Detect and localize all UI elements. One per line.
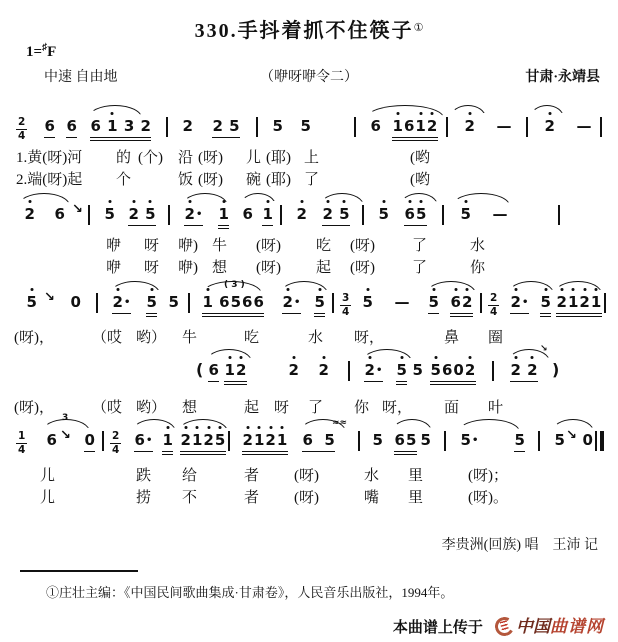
lyric-segment: 起 bbox=[244, 400, 260, 416]
glissando-icon: ↘ bbox=[44, 290, 55, 305]
slur-arc bbox=[206, 349, 252, 362]
note-group: 5 bbox=[272, 117, 283, 135]
note-group: 1 bbox=[218, 206, 229, 226]
site-name-cn: 中国 bbox=[516, 617, 550, 636]
time-signature: 2 4 bbox=[490, 292, 498, 318]
barline bbox=[558, 205, 560, 225]
site-name-rest: 曲谱网 bbox=[550, 617, 604, 636]
lyric-segment: 个 bbox=[116, 172, 132, 188]
lyric-segment: 2.端(呀)起 bbox=[16, 172, 83, 188]
note-group: 5 bbox=[168, 293, 179, 311]
barline bbox=[354, 117, 356, 137]
note-group: 2• bbox=[510, 294, 529, 314]
barline bbox=[600, 117, 602, 137]
slur-arc bbox=[554, 281, 602, 294]
note-group: 0 bbox=[84, 432, 95, 452]
barline bbox=[538, 431, 540, 451]
lyric-segment: (呀)。 bbox=[468, 490, 508, 506]
barline bbox=[348, 361, 350, 381]
song-title: 330.手抖着抓不住筷子 bbox=[194, 20, 414, 42]
lyric-segment: (耶) bbox=[266, 172, 291, 188]
parenthesis: ) bbox=[552, 360, 560, 379]
lyric-segment: 1.黄(呀)河 bbox=[16, 150, 83, 166]
note-group: 5 bbox=[514, 432, 525, 452]
lyric-segment: 儿 bbox=[40, 490, 56, 506]
barline bbox=[526, 117, 528, 137]
barline bbox=[446, 117, 448, 137]
note-group: 1612 bbox=[392, 118, 438, 138]
note-group: 2 2 bbox=[510, 362, 538, 382]
slur-arc bbox=[178, 419, 228, 432]
lyric-segment: 了 bbox=[308, 400, 324, 416]
lyric-segment: 你 bbox=[470, 260, 486, 276]
lyric-segment: 水 bbox=[364, 468, 380, 484]
lyric-segment: (呀) bbox=[198, 172, 223, 188]
note-group: 6 bbox=[44, 118, 55, 138]
note-group: 0 bbox=[582, 431, 593, 449]
note-group: 2 bbox=[464, 117, 475, 135]
footer bbox=[393, 612, 604, 637]
lyric-segment: 面 bbox=[444, 400, 460, 416]
lyric-segment: 咿 bbox=[106, 238, 122, 254]
barline bbox=[280, 205, 282, 225]
note-group: 5 bbox=[362, 293, 373, 311]
ornament-mark: ( 3 ) bbox=[224, 280, 245, 290]
note-group: 2• bbox=[112, 294, 131, 314]
lyric-segment: 咿 bbox=[106, 260, 122, 276]
lyric-segment: 者 bbox=[244, 490, 260, 506]
barline bbox=[228, 431, 230, 451]
note-group: 2121 bbox=[242, 432, 288, 452]
lyric-segment: 儿 bbox=[246, 150, 262, 166]
note-group: 2 5 bbox=[212, 118, 240, 138]
sharp-icon: ♯ bbox=[42, 42, 48, 53]
lyric-segment: 沿 bbox=[178, 150, 194, 166]
lyric-segment: 想 bbox=[182, 400, 198, 416]
time-signature: 1 4 bbox=[18, 430, 26, 456]
lyric-segment: (个) bbox=[138, 150, 163, 166]
note-group: 6 bbox=[208, 362, 219, 382]
note-group: 5 bbox=[396, 362, 407, 382]
barline bbox=[604, 293, 606, 313]
slur-arc bbox=[280, 281, 328, 294]
lyric-segment: 碗 bbox=[246, 172, 262, 188]
barline bbox=[256, 117, 258, 137]
slur-arc bbox=[450, 105, 486, 118]
note-group: 5602 bbox=[430, 362, 476, 382]
note-group: 6 bbox=[54, 205, 65, 223]
note-group: 5 bbox=[314, 294, 325, 314]
lyric-segment: 想 bbox=[212, 260, 228, 276]
barline bbox=[480, 293, 482, 313]
note-group: 5• bbox=[460, 431, 479, 449]
lyric-segment: 牛 bbox=[182, 330, 198, 346]
slur-arc bbox=[392, 419, 432, 432]
lyric-segment: 吃 bbox=[316, 238, 332, 254]
note-group: 1 6566 bbox=[202, 294, 264, 314]
note-group: 6 bbox=[46, 431, 57, 449]
glissando-icon: ↘ bbox=[566, 428, 577, 443]
barline bbox=[332, 293, 334, 313]
barline bbox=[492, 361, 494, 381]
lyric-segment: 呀 bbox=[144, 260, 160, 276]
glissando-icon: ↘ bbox=[60, 428, 71, 443]
barline bbox=[442, 205, 444, 225]
lyric-segment: 了 bbox=[412, 260, 428, 276]
barline bbox=[188, 293, 190, 313]
lyric-segment: (呀)， bbox=[14, 330, 54, 346]
slur-arc bbox=[552, 419, 594, 432]
lyric-segment: 嘴 bbox=[364, 490, 380, 506]
page-title bbox=[0, 14, 618, 43]
footnote-text: ①庄壮主编：《中国民间歌曲集成·甘肃卷》，人民音乐出版社，1994年。 bbox=[46, 585, 454, 600]
note-group: 6 bbox=[242, 205, 253, 223]
lyric-segment: 呀 bbox=[144, 238, 160, 254]
lyric-segment: 哟） bbox=[136, 400, 167, 416]
lyric-segment: 圈 bbox=[488, 330, 504, 346]
footnote-divider bbox=[20, 570, 138, 572]
note-group: 6 bbox=[66, 118, 77, 138]
slur-arc bbox=[452, 193, 510, 206]
slur-arc bbox=[132, 419, 176, 432]
lyric-segment: 了 bbox=[412, 238, 428, 254]
lyric-segment: 呀， bbox=[354, 330, 385, 346]
note-group: — bbox=[576, 117, 592, 135]
note-group: 2• bbox=[364, 362, 383, 382]
barline bbox=[102, 431, 104, 451]
slur-arc bbox=[110, 281, 160, 294]
slur-arc bbox=[88, 105, 142, 118]
barline bbox=[362, 205, 364, 225]
lyric-segment: 给 bbox=[182, 468, 198, 484]
lyric-segment: (耶) bbox=[266, 150, 291, 166]
note-group: 2 bbox=[318, 361, 329, 379]
lyric-segment: 饭 bbox=[178, 172, 194, 188]
note-group: 6 5 bbox=[302, 432, 335, 452]
lyric-segment: 水 bbox=[308, 330, 324, 346]
lyric-segment: 牛 bbox=[212, 238, 228, 254]
lyric-segment: 哟） bbox=[136, 330, 167, 346]
note-group: 6• bbox=[134, 432, 153, 452]
note-group: 2 bbox=[24, 205, 35, 223]
footnote-ref: ① bbox=[413, 22, 424, 34]
slur-arc bbox=[320, 193, 364, 206]
note-group: 62 bbox=[450, 294, 473, 314]
slur-arc bbox=[508, 281, 554, 294]
note-group: 5 bbox=[372, 431, 383, 449]
note-group: 2 bbox=[544, 117, 555, 135]
note-group: 2 5 bbox=[322, 206, 350, 226]
note-group: 5 bbox=[554, 431, 565, 449]
lyric-segment: (哟 bbox=[410, 150, 430, 166]
lyric-segment: (哟 bbox=[410, 172, 430, 188]
time-signature: 3 4 bbox=[342, 292, 350, 318]
note-group: 2121 bbox=[556, 294, 602, 314]
time-signature: 2 4 bbox=[18, 116, 26, 142]
lyric-segment: (呀) bbox=[350, 260, 375, 276]
credits: 李贵洲(回族) 唱 王沛 记 bbox=[441, 538, 598, 553]
slur-arc bbox=[458, 419, 520, 432]
slur-arc bbox=[240, 193, 276, 206]
note-group: 5 bbox=[146, 294, 157, 314]
lyric-segment: (呀)； bbox=[468, 468, 508, 484]
note-group: 5 bbox=[378, 205, 389, 223]
lyric-segment: 叶 bbox=[488, 400, 504, 416]
lyric-segment: (呀) bbox=[198, 150, 223, 166]
barline bbox=[168, 205, 170, 225]
barline bbox=[358, 431, 360, 451]
note-group: 6 bbox=[370, 117, 381, 135]
parenthesis: ( bbox=[196, 360, 204, 379]
lyric-segment: (呀) bbox=[294, 468, 319, 484]
note-group: — bbox=[496, 117, 512, 135]
lyric-segment: 里 bbox=[408, 468, 424, 484]
glissando-icon: ↘ bbox=[72, 202, 83, 217]
lyric-segment: 起 bbox=[316, 260, 332, 276]
note-group: 12 bbox=[224, 362, 247, 382]
lyric-segment: 呀 bbox=[274, 400, 290, 416]
site-logo[interactable] bbox=[495, 612, 604, 637]
slur-arc bbox=[530, 105, 564, 118]
note-group: 5 bbox=[412, 361, 423, 379]
lyric-segment: （哎 bbox=[92, 400, 123, 416]
note-group: 5 bbox=[420, 431, 431, 449]
lyric-segment: (呀) bbox=[350, 238, 375, 254]
region-label: 甘肃·永靖县 bbox=[525, 70, 600, 85]
lyric-segment: 儿 bbox=[40, 468, 56, 484]
tempo-marking: 中速 自由地 bbox=[44, 70, 118, 85]
lyric-segment: 吃 bbox=[244, 330, 260, 346]
lyric-segment: 呀， bbox=[382, 400, 413, 416]
lyric-segment: 不 bbox=[182, 490, 198, 506]
barline bbox=[166, 117, 168, 137]
ornament-mark: ↘ bbox=[540, 344, 548, 354]
note-group: 5 bbox=[300, 117, 311, 135]
barline bbox=[444, 431, 446, 451]
note-group: 2• bbox=[282, 294, 301, 314]
note-group: 2125 bbox=[180, 432, 226, 452]
note-group: 5 bbox=[26, 293, 37, 311]
lyric-segment: 捞 bbox=[136, 490, 152, 506]
lyric-segment: 上 bbox=[304, 150, 320, 166]
lyric-segment: （哎 bbox=[92, 330, 123, 346]
lyric-segment: 鼻 bbox=[444, 330, 460, 346]
lyric-segment: 你 bbox=[354, 400, 370, 416]
lyric-segment: 跌 bbox=[136, 468, 152, 484]
note-group: 5 bbox=[428, 294, 439, 314]
note-group: 65 bbox=[394, 432, 417, 452]
slur-arc bbox=[426, 281, 476, 294]
note-group: 1 bbox=[262, 206, 273, 226]
note-group: — bbox=[394, 293, 410, 311]
lyric-segment: (呀) bbox=[256, 238, 281, 254]
key-prefix: 1= bbox=[26, 44, 43, 60]
upload-text: 本曲谱上传于 bbox=[392, 619, 483, 636]
note-group: 2• bbox=[184, 206, 203, 226]
note-group: 6 1 3 2 bbox=[90, 118, 151, 138]
slur-arc bbox=[182, 193, 228, 206]
note-group: 2 bbox=[182, 117, 193, 135]
slur-arc bbox=[400, 193, 438, 206]
ornament-mark: ≈≈ bbox=[332, 418, 348, 428]
barline bbox=[96, 293, 98, 313]
note-group: 2 bbox=[296, 205, 307, 223]
lyric-segment: 水 bbox=[470, 238, 486, 254]
note-group: 0 bbox=[70, 293, 81, 311]
barline bbox=[600, 431, 604, 451]
tune-type-subtitle: （咿呀咿令二） bbox=[260, 70, 358, 85]
note-group: 5 bbox=[460, 205, 471, 223]
note-group: — bbox=[492, 205, 508, 223]
note-group: 5 bbox=[104, 205, 115, 223]
lyric-segment: (呀) bbox=[256, 260, 281, 276]
lyric-segment: 者 bbox=[244, 468, 260, 484]
slur-arc bbox=[366, 105, 444, 118]
brand-icon bbox=[493, 615, 516, 638]
lyric-segment: (呀) bbox=[294, 490, 319, 506]
key-signature bbox=[26, 42, 56, 61]
time-signature: 2 4 bbox=[112, 430, 120, 456]
lyric-segment: 了 bbox=[304, 172, 320, 188]
note-group: 2 5 bbox=[128, 206, 156, 226]
key-note: F bbox=[47, 44, 57, 60]
note-group: 5 bbox=[540, 294, 551, 314]
lyric-segment: 咿) bbox=[178, 260, 198, 276]
lyric-segment: (呀)， bbox=[14, 400, 54, 416]
ornament-mark: 3 bbox=[62, 413, 69, 423]
barline bbox=[88, 205, 90, 225]
note-group: 65 bbox=[404, 206, 427, 226]
note-group: 1 bbox=[162, 432, 173, 452]
slur-arc bbox=[362, 349, 412, 362]
slur-arc bbox=[18, 193, 70, 206]
lyric-segment: 的 bbox=[116, 150, 132, 166]
lyric-segment: 咿) bbox=[178, 238, 198, 254]
lyric-segment: 里 bbox=[408, 490, 424, 506]
note-group: 2 bbox=[288, 361, 299, 379]
